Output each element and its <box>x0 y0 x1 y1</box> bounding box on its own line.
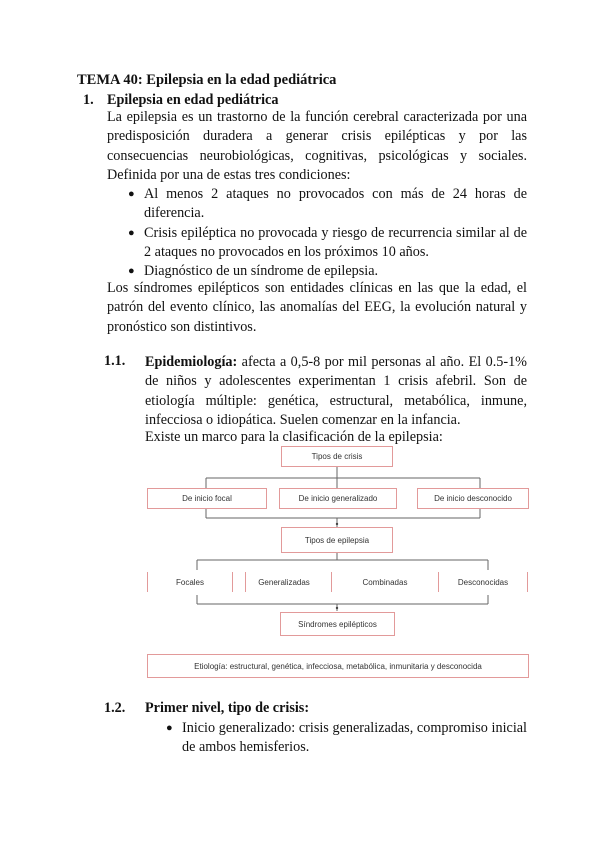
bullet-dot-icon: ● <box>166 722 173 734</box>
bullet-dot-icon: ● <box>128 188 135 200</box>
diagram-generalized: Generalizadas <box>258 577 310 587</box>
page-title: TEMA 40: Epilepsia en la edad pediátrica <box>77 72 337 88</box>
section-1-1-number: 1.1. <box>104 353 126 369</box>
bullet-text: Inicio generalizado: crisis generalizadas, compromiso inicial de ambos hemisferios. <box>182 720 527 756</box>
section-1-1-text: afecta a 0,5-8 por mil personas al año. El 0.5-1% de niños y adolescentes experimentan 1 crisis afebril. Son de etiología múltiple: genética, estructural, metabólica, inmune, infecciosa o idiopática. Suelen comenzar en la infancia. <box>145 354 527 429</box>
diagram-focal-onset: De inicio focal <box>147 488 267 509</box>
diagram-bracket <box>232 572 233 592</box>
section-1-intro: La epilepsia es un trastorno de la función cerebral caracterizada por una predisposición duradera a generar crisis epilépticas y por las consecuencias neurobiológicas, cognitivas, psicológicas y sociales. Definida por una de estas tres condiciones: <box>107 109 527 184</box>
diagram-unknown: Desconocidas <box>457 577 509 587</box>
bullet-text: Al menos 2 ataques no provocados con más de 24 horas de diferencia. <box>144 186 527 222</box>
diagram-bracket <box>527 572 528 592</box>
section-1-closing: Los síndromes epilépticos son entidades clínicas en las que la edad, el patrón del evento clínico, las anomalías del EEG, la evolución natural y pronóstico son distintivos. <box>107 280 527 335</box>
bullet-dot-icon: ● <box>128 227 135 239</box>
section-1-1-text2: Existe un marco para la clasificación de la epilepsia: <box>145 429 443 445</box>
diagram-generalized-onset: De inicio generalizado <box>279 488 397 509</box>
diagram-combined: Combinadas <box>362 577 408 587</box>
diagram-epilepsy-types: Tipos de epilepsia <box>281 527 393 553</box>
section-1-1-heading: Epidemiología: <box>145 354 238 370</box>
diagram-focal: Focales <box>175 577 204 587</box>
diagram-syndromes: Síndromes epilépticos <box>280 612 395 636</box>
diagram-etiology: Etiología: estructural, genética, infecciosa, metabólica, inmunitaria y desconocida <box>147 654 529 678</box>
section-1-number: 1. <box>83 92 94 108</box>
bullet-text: Diagnóstico de un síndrome de epilepsia. <box>144 263 379 279</box>
diagram-seizure-types: Tipos de crisis <box>281 446 393 467</box>
bullet-dot-icon: ● <box>128 265 135 277</box>
section-1-title: Epilepsia en edad pediátrica <box>107 92 279 108</box>
section-1-2-heading: Primer nivel, tipo de crisis: <box>145 700 310 716</box>
diagram-unknown-onset: De inicio desconocido <box>417 488 529 509</box>
section-1-2-number: 1.2. <box>104 700 126 716</box>
bullet-text: Crisis epiléptica no provocada y riesgo de recurrencia similar al de 2 ataques no provocados en los próximos 10 años. <box>144 225 527 261</box>
